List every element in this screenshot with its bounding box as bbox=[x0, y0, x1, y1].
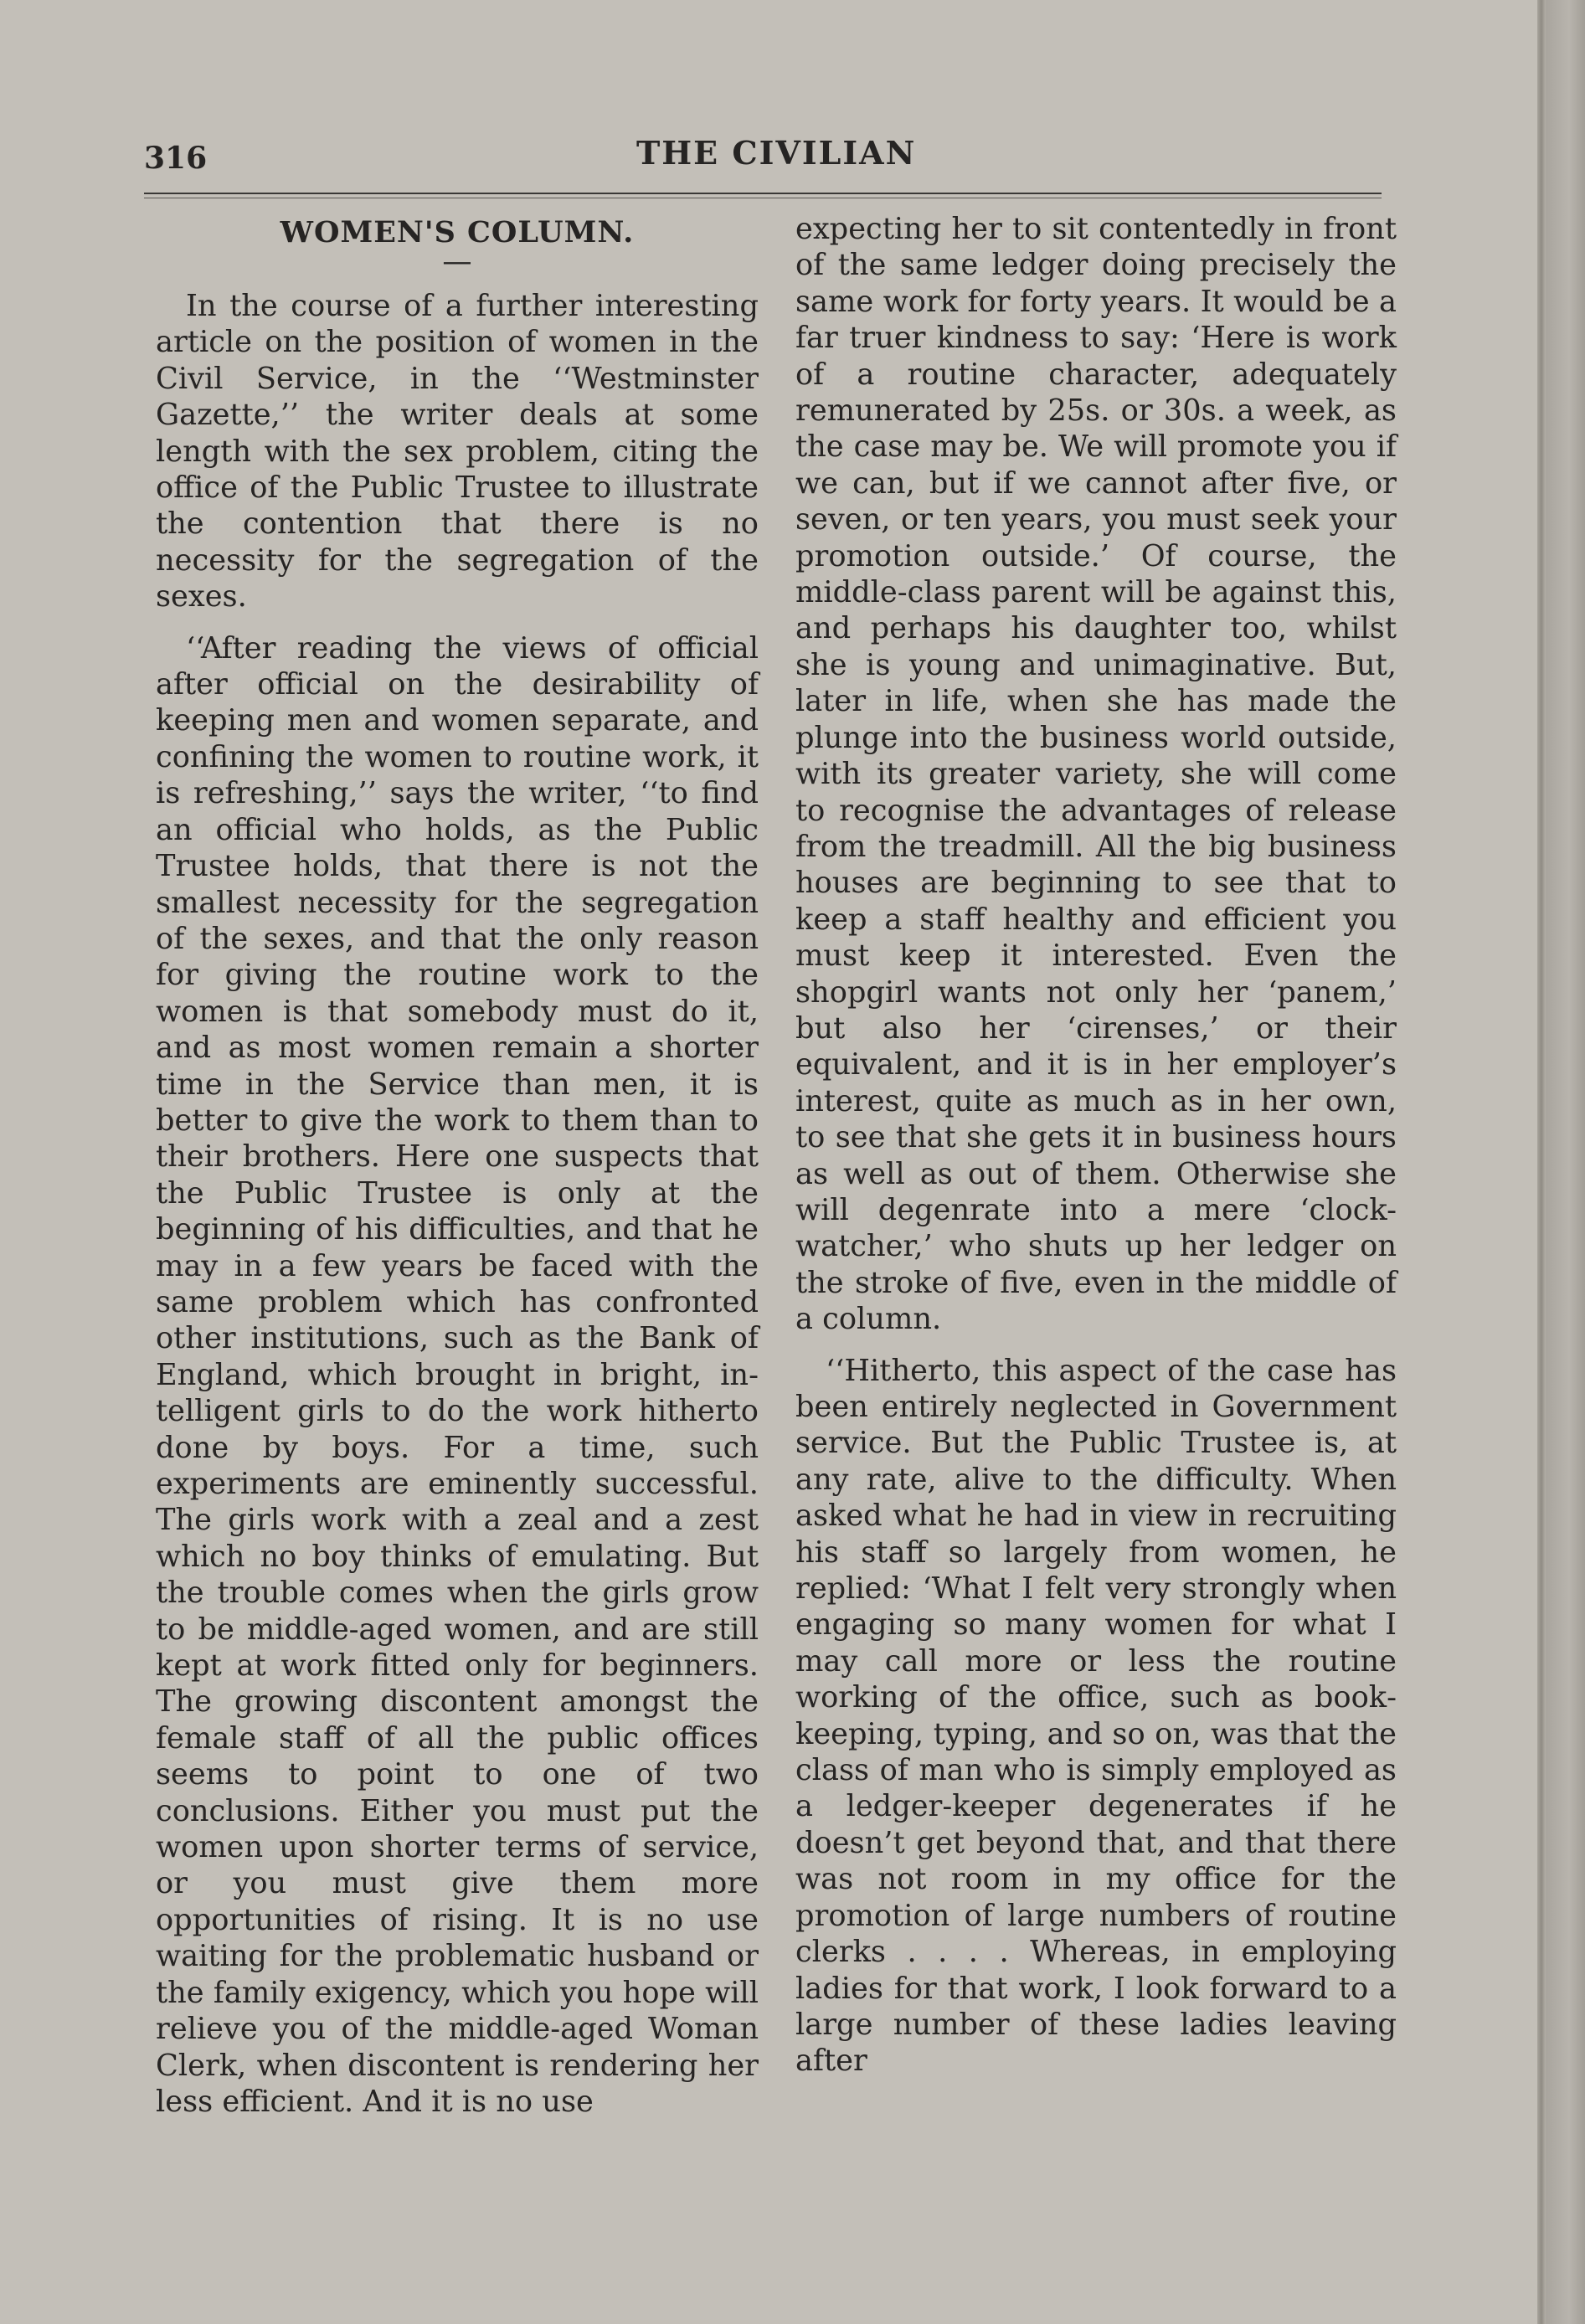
page-number: 316 bbox=[144, 141, 208, 176]
paragraph-continued: expecting her to sit contentedly in front of the same ledger doing precisely the same work for forty years. It would be a far truer kindness to say: ‘Here is work of a routine character, adequately remunerated by 25s. or 30s. a week, as the case may be. We will promote you if we can, but if we cannot after five, or seven, or ten years, you must seek your promotion outside.’ Of course, the middle-class parent will be against this, and perhaps his daughter too, whilst she is young and unimaginative. But, later in life, when she has made the plunge into the business world outside, with its greater variety, she will come to recognise the advantages of release from the treadmill. All the big business houses are beginning to see that to keep a staff healthy and efficient you must keep it interested. Even the shopgirl wants not only her ‘panem,’ but also her ‘cirenses,’ or their equivalent, and it is in her employer’s interest, quite as much as in her own, to see that she gets it in business hours as well as out of them. Otherwise she will degenrate into a mere ‘clock-watcher,’ who shuts up her ledger on the stroke of five, even in the middle of a column. bbox=[795, 212, 1397, 1337]
paragraph: ‘‘After reading the views of official after official on the desirability of keeping men and women separate, and confining the women to routine work, it is refreshing,’’ says the writer, ‘‘to find an official who holds, as the Public Trustee holds, that there is not the smallest necessity for the segregation of the sexes, and that the only reason for giving the routine work to the women is that somebody must do it, and as most women remain a shorter time in the Service than men, it is better to give the work to them than to their brothers. Here one suspects that the Public Trustee is only at the beginning of his difficulties, and that he may in a few years be faced with the same problem which has confronted other institutions, such as the Bank of England, which brought in bright, intelligent girls to do the work hitherto done by boys. For a time, such experiments are eminently successful. The girls work with a zeal and a zest which no boy thinks of emulating. But the trouble comes when the girls grow to be middle-aged women, and are still kept at work fitted only for beginners. The growing discontent amongst the female staff of all the public offices seems to point to one of two conclusions. Either you must put the women upon shorter terms of service, or you must give them more opportunities of rising. It is no use waiting for the problematic husband or the family exigency, which you hope will relieve you of the middle-aged Woman Clerk, when discontent is rendering her less efficient. And it is no use bbox=[156, 630, 759, 2119]
header-rule bbox=[144, 193, 1382, 198]
left-column bbox=[156, 211, 759, 2120]
page-edge-shadow bbox=[1537, 0, 1546, 2324]
binding-edge bbox=[1546, 0, 1585, 2324]
heading-separator: — bbox=[442, 244, 472, 279]
paragraph: In the course of a further interesting article on the position of women in the Civil Service, in the ‘‘Westminster Gazette,’’ the writer deals at some length with the sex problem, citing the office of the Public Trustee to illustrate the contention that there is no necessity for the segregation of the sexes. bbox=[156, 289, 759, 614]
paragraph: ‘‘Hitherto, this aspect of the case has been entirely neglected in Government service. But the Public Trustee is, at any rate, alive to the difficulty. When asked what he had in view in recruiting his staff so largely from women, he replied: ‘What I felt very strongly when engaging so many women for what I may call more or less the routine working of the office, such as bookkeeping, typing, and so on, was that the class of man who is simply employed as a ledger-keeper degenerates if he doesn’t get beyond that, and that there was not room in my office for the promotion of large numbers of routine clerks . . . . Whereas, in employing ladies for that work, I look forward to a large number of these ladies leaving after bbox=[795, 1353, 1397, 2079]
right-column bbox=[795, 211, 1397, 2080]
section-heading: WOMEN'S COLUMN. bbox=[280, 215, 635, 249]
running-title: THE CIVILIAN bbox=[636, 134, 917, 172]
